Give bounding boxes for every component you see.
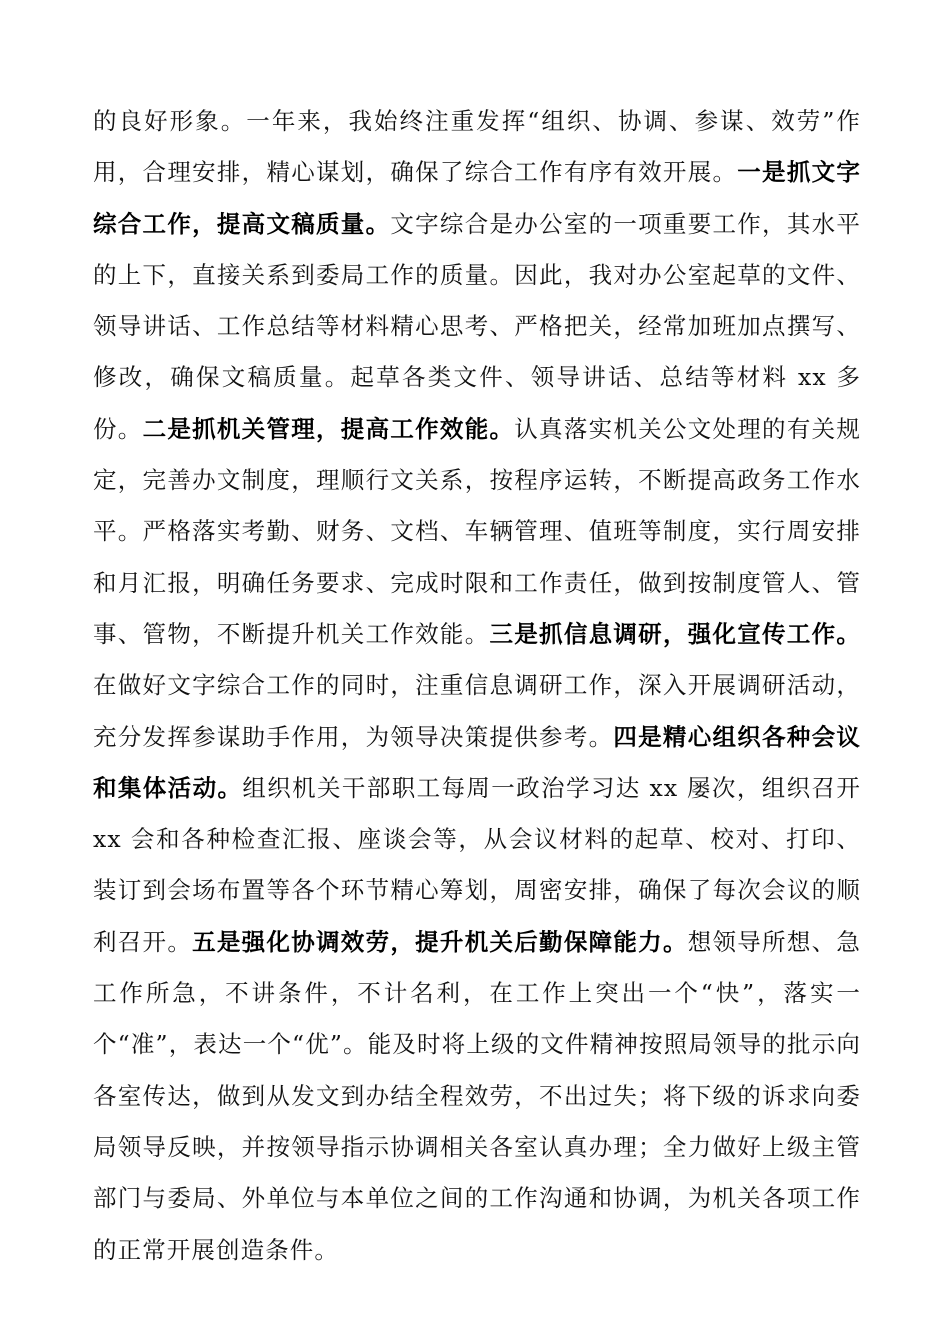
paragraph-text: 组织机关干部职工每周一政治学习达 xx 屡次，组织召开 xx 会和各种检查汇报、座谈会等，从会议材料的起草、校对、打印、装订到会场布置等各个环节精心筹划，周密安排，确保了每次会议的顺利召开。: [93, 773, 861, 956]
paragraph-text: 认真落实机关公文处理的有关规定，完善办文制度，理顺行文关系，按程序运转，不断提高政务工作水平。严格落实考勤、财务、文档、车辆管理、值班等制度，实行周安排和月汇报，明确任务要求、完成时限和工作责任，做到按制度管人、管事、管物，不断提升机关工作效能。: [93, 414, 862, 648]
paragraph-text: 想领导所想、急工作所急，不讲条件，不计名利，在工作上突出一个“快”，落实一个“准”，表达一个“优”。能及时将上级的文件精神按照局领导的批示向各室传达，做到从发文到办结全程效劳，不出过失；将下级的诉求向委局领导反映，并按领导指示协调相关各室认真办理；全力做好上级主管部门与委局、外单位与本单位之间的工作沟通和协调，为机关各项工作的正常开展创造条件。: [93, 927, 861, 1264]
bold-heading-2: 二是抓机关管理，提高工作效能。: [142, 414, 515, 443]
paragraph-text: 文字综合是办公室的一项重要工作，其水平的上下，直接关系到委局工作的质量。因此，我对办公室起草的文件、领导讲话、工作总结等材料精心思考、严格把关，经常加班加点撰写、修改，确保文稿质量。起草各类文件、领导讲话、总结等材料 xx 多份。: [93, 209, 861, 443]
paragraph-text: 在做好文字综合工作的同时，注重信息调研工作，深入开展调研活动，充分发挥参谋助手作用，为领导决策提供参考。: [93, 671, 861, 751]
bold-heading-3: 三是抓信息调研，强化宣传工作。: [489, 619, 861, 648]
bold-heading-5: 五是强化协调效劳，提升机关后勤保障能力。: [192, 927, 688, 956]
paragraph-text: 的良好形象。一年来，我始终注重发挥“组织、协调、参谋、效劳”作用，合理安排，精心谋划，确保了综合工作有序有效开展。: [93, 107, 861, 187]
bold-heading-4: 四是精心组织各种会议和集体活动。: [93, 722, 861, 802]
body-paragraph: [93, 96, 861, 1276]
bold-heading-1: 一是抓文字综合工作，提高文稿质量。: [93, 158, 861, 238]
